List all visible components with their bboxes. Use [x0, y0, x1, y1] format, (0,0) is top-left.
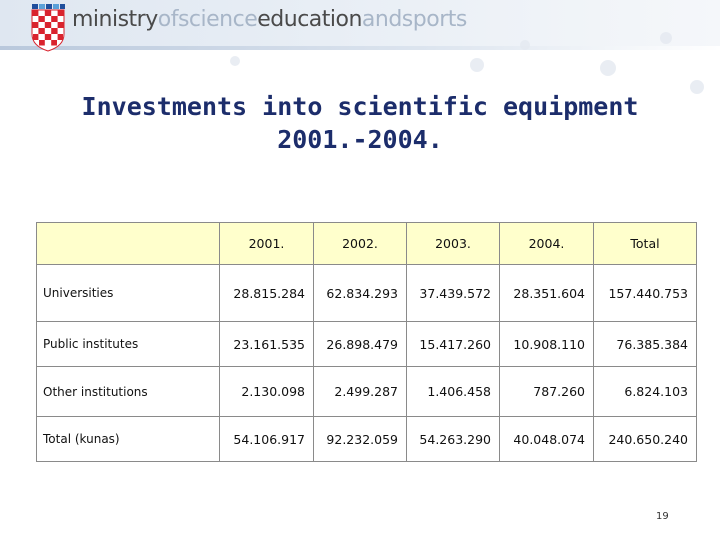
cell-value: 157.440.753	[594, 265, 697, 322]
brand-part-education: education	[257, 7, 362, 32]
table-row	[37, 322, 697, 367]
table-corner-cell	[37, 223, 220, 265]
row-label: Other institutions	[37, 367, 220, 417]
decorative-dot	[600, 60, 616, 76]
decorative-dot	[520, 40, 530, 50]
investments-table	[36, 222, 697, 462]
column-header-2001: 2001.	[220, 223, 314, 265]
coat-of-arms-icon	[30, 4, 66, 52]
table-row	[37, 367, 697, 417]
cell-value: 2.499.287	[314, 367, 407, 417]
table-row-total	[37, 417, 697, 462]
brand-part-ofscience: ofscience	[157, 7, 258, 32]
slide-title-line-2: 2001.-2004.	[277, 125, 443, 154]
brand-part-ministry: ministry	[72, 7, 158, 32]
cell-value: 62.834.293	[314, 265, 407, 322]
cell-value: 54.106.917	[220, 417, 314, 462]
cell-value: 240.650.240	[594, 417, 697, 462]
cell-value: 10.908.110	[500, 322, 594, 367]
column-header-2003: 2003.	[407, 223, 500, 265]
cell-value: 54.263.290	[407, 417, 500, 462]
cell-value: 28.351.604	[500, 265, 594, 322]
page-number: 19	[656, 511, 669, 522]
cell-value: 15.417.260	[407, 322, 500, 367]
column-header-total: Total	[594, 223, 697, 265]
brand-part-andsports: andsports	[361, 7, 467, 32]
cell-value: 6.824.103	[594, 367, 697, 417]
cell-value: 40.048.074	[500, 417, 594, 462]
column-header-2002: 2002.	[314, 223, 407, 265]
ministry-brand-wordmark	[72, 5, 467, 35]
cell-value: 76.385.384	[594, 322, 697, 367]
cell-value: 37.439.572	[407, 265, 500, 322]
cell-value: 28.815.284	[220, 265, 314, 322]
row-label: Universities	[37, 265, 220, 322]
header-underline	[0, 46, 720, 50]
slide-title-line-1: Investments into scientific equipment	[81, 92, 639, 121]
decorative-dot	[230, 56, 240, 66]
decorative-dot	[660, 32, 672, 44]
cell-value: 26.898.479	[314, 322, 407, 367]
table-row	[37, 265, 697, 322]
row-label: Total (kunas)	[37, 417, 220, 462]
cell-value: 92.232.059	[314, 417, 407, 462]
cell-value: 2.130.098	[220, 367, 314, 417]
row-label: Public institutes	[37, 322, 220, 367]
table-header-row	[37, 223, 697, 265]
slide-title	[0, 90, 720, 156]
cell-value: 23.161.535	[220, 322, 314, 367]
decorative-dot	[470, 58, 484, 72]
cell-value: 1.406.458	[407, 367, 500, 417]
cell-value: 787.260	[500, 367, 594, 417]
column-header-2004: 2004.	[500, 223, 594, 265]
